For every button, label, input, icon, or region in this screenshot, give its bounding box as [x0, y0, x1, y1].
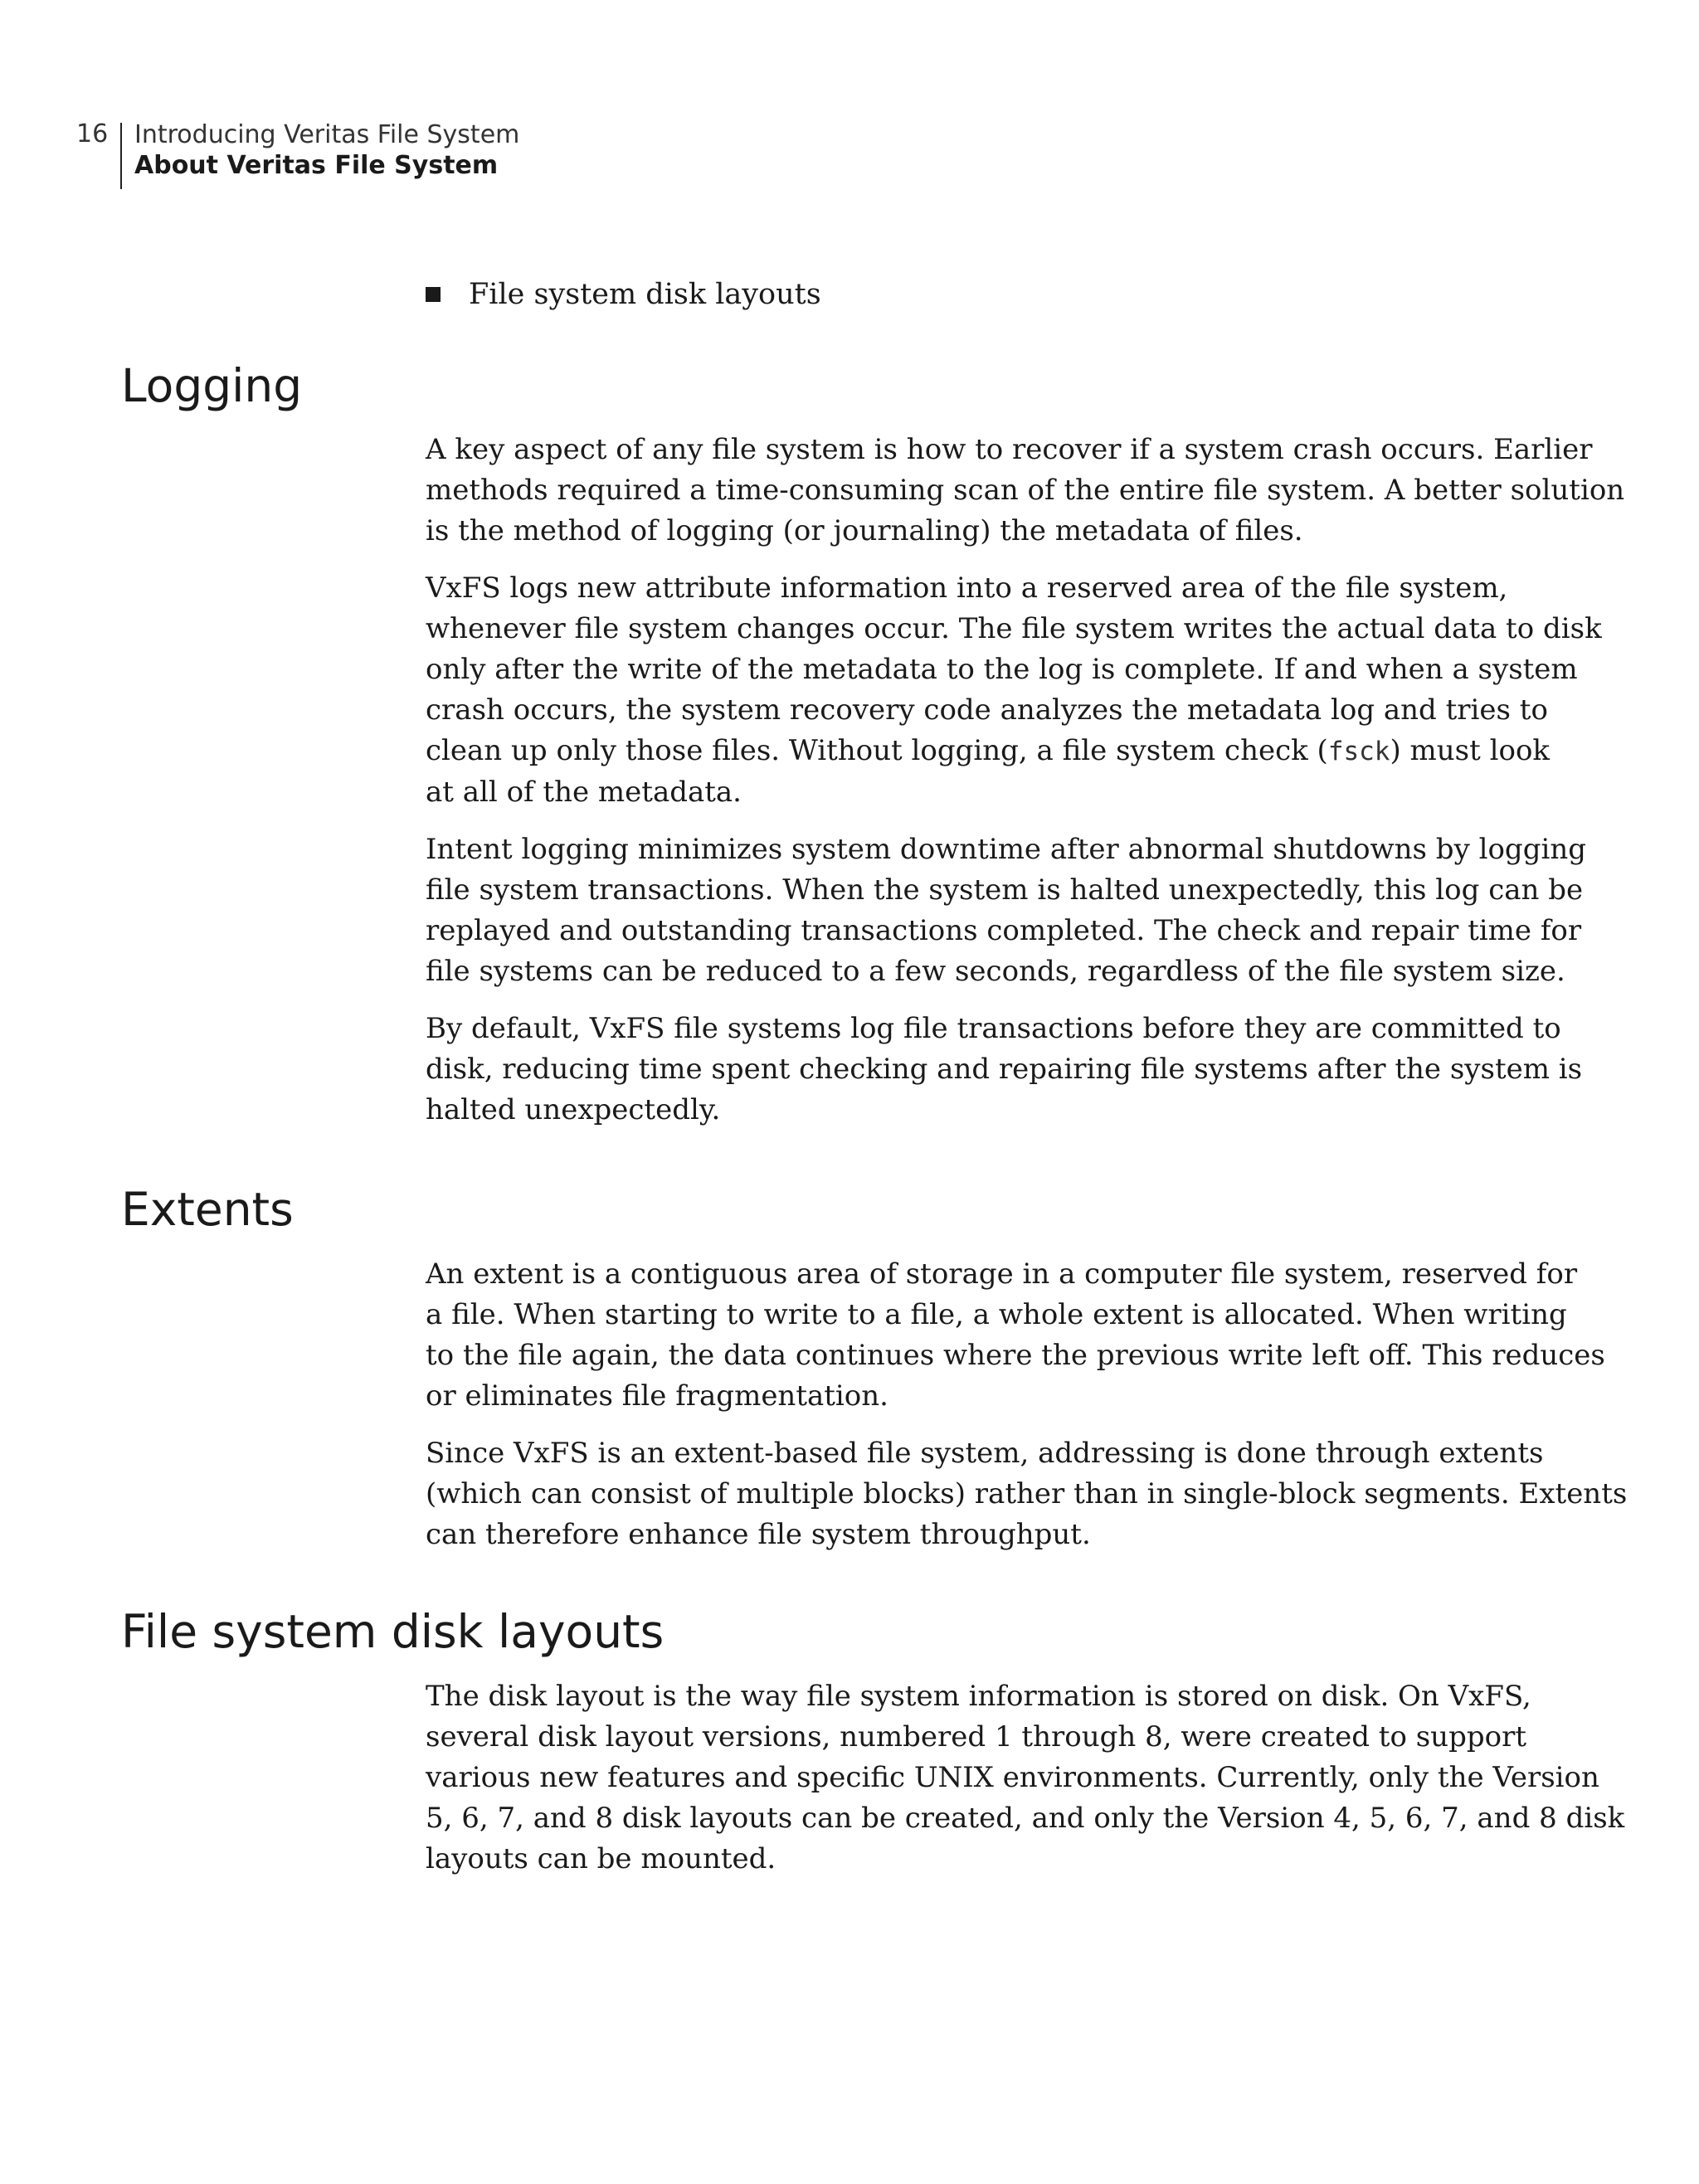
text-line: crash occurs, the system recovery code analyzes the metadata log and tries to	[426, 693, 1548, 727]
text-line: only after the write of the metadata to the log is complete. If and when a system	[426, 653, 1578, 686]
disk-layouts-body	[426, 1676, 1625, 1896]
text-line: is the method of logging (or journaling) the metadata of files.	[426, 514, 1303, 547]
logging-paragraph-1	[426, 430, 1625, 552]
text-line: methods required a time-consuming scan of the entire file system. A better solution	[426, 474, 1625, 507]
text-line: An extent is a contiguous area of storage in a computer file system, reserved for	[426, 1257, 1578, 1291]
logging-paragraph-2	[426, 568, 1602, 813]
header-divider	[120, 123, 122, 189]
text-line: replayed and outstanding transactions completed. The check and repair time for	[426, 914, 1582, 947]
chapter-title: Introducing Veritas File System	[134, 120, 520, 149]
text-line: a file. When starting to write to a file, a whole extent is allocated. When writing	[426, 1298, 1567, 1331]
header-titles	[134, 119, 519, 181]
bullet-square-icon	[426, 287, 441, 302]
logging-body	[426, 430, 1625, 1147]
extents-body	[426, 1254, 1628, 1572]
bullet-text: File system disk layouts	[469, 278, 821, 311]
text-line: By default, VxFS file systems log file transactions before they are committed to	[426, 1012, 1561, 1045]
bullet-list-item	[426, 274, 821, 315]
text-line: ) must look	[1390, 734, 1551, 767]
page-number: 16	[76, 119, 109, 148]
fsck-command: fsck	[1327, 737, 1390, 766]
text-line: whenever file system changes occur. The file system writes the actual data to disk	[426, 612, 1602, 645]
logging-paragraph-3	[426, 829, 1586, 992]
text-line: or eliminates file fragmentation.	[426, 1379, 888, 1413]
text-line: clean up only those files. Without logging, a file system check (	[426, 734, 1328, 767]
text-line: file system transactions. When the system is halted unexpectedly, this log can be	[426, 873, 1584, 907]
text-line: A key aspect of any file system is how to recover if a system crash occurs. Earlier	[426, 433, 1593, 466]
text-line: Since VxFS is an extent-based file system, addressing is done through extents	[426, 1437, 1544, 1470]
extents-paragraph-2	[426, 1433, 1628, 1555]
text-line: The disk layout is the way file system information is stored on disk. On VxFS,	[426, 1680, 1531, 1713]
text-line: (which can consist of multiple blocks) rather than in single-block segments. Extents	[426, 1477, 1628, 1510]
heading-logging: Logging	[121, 359, 303, 412]
heading-disk-layouts: File system disk layouts	[121, 1605, 665, 1658]
extents-paragraph-1	[426, 1254, 1605, 1417]
text-line: VxFS logs new attribute information into a reserved area of the file system,	[426, 572, 1508, 605]
section-title: About Veritas File System	[134, 151, 499, 180]
text-line: to the file again, the data continues where the previous write left off. This reduces	[426, 1339, 1605, 1372]
text-line: at all of the metadata.	[426, 776, 742, 809]
heading-extents: Extents	[121, 1183, 294, 1236]
text-line: layouts can be mounted.	[426, 1842, 776, 1875]
text-line: 5, 6, 7, and 8 disk layouts can be created, and only the Version 4, 5, 6, 7, and 8 disk	[426, 1802, 1625, 1835]
text-line: several disk layout versions, numbered 1 through 8, were created to support	[426, 1720, 1526, 1754]
logging-paragraph-4	[426, 1009, 1583, 1131]
text-line: Intent logging minimizes system downtime after abnormal shutdowns by logging	[426, 833, 1586, 866]
text-line: various new features and specific UNIX environments. Currently, only the Version	[426, 1761, 1599, 1794]
text-line: disk, reducing time spent checking and repairing file systems after the system is	[426, 1053, 1583, 1086]
disk-layouts-paragraph-1	[426, 1676, 1625, 1880]
text-line: file systems can be reduced to a few seconds, regardless of the file system size.	[426, 955, 1565, 988]
text-line: can therefore enhance file system throughput.	[426, 1518, 1091, 1551]
text-line: halted unexpectedly.	[426, 1093, 721, 1126]
